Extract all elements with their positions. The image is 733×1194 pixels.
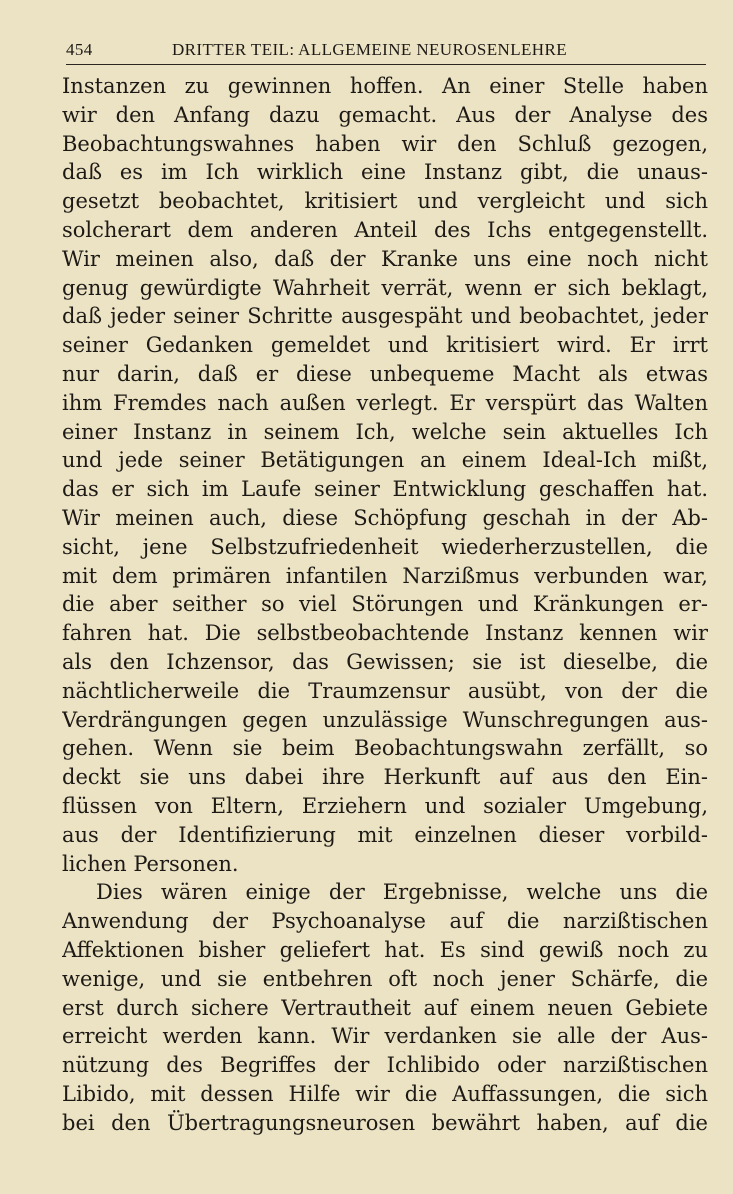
text-line: daß es im Ich wirklich eine Instanz gibt, die unaus- <box>62 160 708 185</box>
text-line: wenige, und sie entbehren oft noch jener Schärfe, die <box>62 966 708 991</box>
text-line: gesetzt beobachtet, kritisiert und vergleicht und sich <box>62 189 708 214</box>
text-line: einer Instanz in seinem Ich, welche sein aktuelles Ich <box>62 419 708 444</box>
text-line: und jede seiner Betätigungen an einem Ideal-Ich mißt, <box>62 448 708 473</box>
text-line: bei den Übertragungsneurosen bewährt haben, auf die <box>62 1110 708 1135</box>
text-line: Affektionen bisher geliefert hat. Es sind gewiß noch zu <box>62 937 708 962</box>
text-line: aus der Identifizierung mit einzelnen dieser vorbild- <box>62 822 708 847</box>
text-line: erreicht werden kann. Wir verdanken sie alle der Aus- <box>62 1024 708 1049</box>
text-line: Wir meinen auch, diese Schöpfung geschah in der Ab- <box>62 505 708 530</box>
text-line: genug gewürdigte Wahrheit verrät, wenn er sich beklagt, <box>62 275 708 300</box>
text-line: mit dem primären infantilen Narzißmus verbunden war, <box>62 563 708 588</box>
text-line: die aber seither so viel Störungen und Kränkungen er- <box>62 592 708 617</box>
running-head: DRITTER TEIL: ALLGEMEINE NEUROSENLEHRE <box>172 40 567 59</box>
text-line: Verdrängungen gegen unzulässige Wunschregungen aus- <box>62 707 708 732</box>
text-line: nächtlicherweile die Traumzensur ausübt, von der die <box>62 678 708 703</box>
text-line: wir den Anfang dazu gemacht. Aus der Analyse des <box>62 102 708 127</box>
paragraph-first-line: Dies wären einige der Ergebnisse, welche uns die <box>96 880 708 905</box>
text-line: Beobachtungswahnes haben wir den Schluß gezogen, <box>62 131 708 156</box>
text-line: Libido, mit dessen Hilfe wir die Auffassungen, die sich <box>62 1081 708 1106</box>
paragraph-last-line: lichen Personen. <box>62 851 239 876</box>
text-line: sicht, jene Selbstzufriedenheit wiederherzustellen, die <box>62 534 708 559</box>
page-number: 454 <box>66 40 93 59</box>
text-line: daß jeder seiner Schritte ausgespäht und beobachtet, jeder <box>62 304 708 329</box>
text-line: erst durch sichere Vertrautheit auf einem neuen Gebiete <box>62 995 708 1020</box>
text-line: nur darin, daß er diese unbequeme Macht als etwas <box>62 361 708 386</box>
text-line: Wir meinen also, daß der Kranke uns eine noch nicht <box>62 246 708 271</box>
text-line: nützung des Begriffes der Ichlibido oder narzißtischen <box>62 1053 708 1078</box>
text-line: seiner Gedanken gemeldet und kritisiert wird. Er irrt <box>62 333 708 358</box>
text-line: ihm Fremdes nach außen verlegt. Er verspürt das Walten <box>62 390 708 415</box>
text-line: gehen. Wenn sie beim Beobachtungswahn zerfällt, so <box>62 736 708 761</box>
text-line: solcherart dem anderen Anteil des Ichs entgegenstellt. <box>62 217 708 242</box>
text-line: deckt sie uns dabei ihre Herkunft auf aus den Ein- <box>62 765 708 790</box>
text-line: das er sich im Laufe seiner Entwicklung geschaffen hat. <box>62 477 708 502</box>
page-header <box>66 38 706 65</box>
text-line: fahren hat. Die selbstbeobachtende Instanz kennen wir <box>62 621 708 646</box>
text-line: Anwendung der Psychoanalyse auf die narzißtischen <box>62 909 708 934</box>
text-line: als den Ichzensor, das Gewissen; sie ist dieselbe, die <box>62 649 708 674</box>
text-line: Instanzen zu gewinnen hoffen. An einer Stelle haben <box>62 74 708 98</box>
body-text <box>62 72 708 1137</box>
text-line: flüssen von Eltern, Erziehern und sozialer Umgebung, <box>62 793 708 818</box>
